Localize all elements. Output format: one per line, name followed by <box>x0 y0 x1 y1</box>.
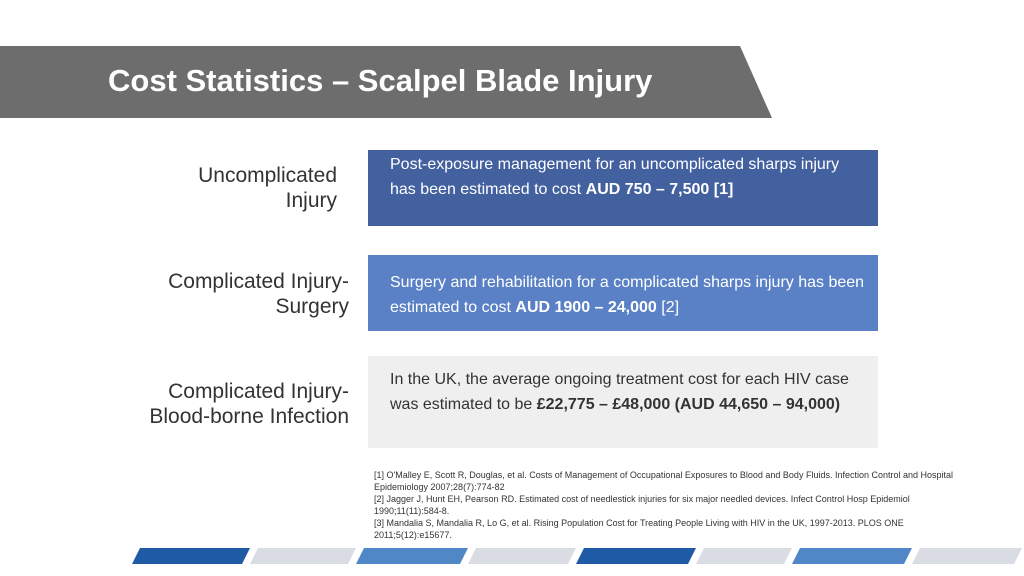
cost-amount: AUD 1900 – 24,000 <box>515 299 657 316</box>
cost-text: In the UK, the average ongoing treatment cost for each HIV case was estimated to be <box>390 371 849 413</box>
footer-segment <box>250 548 356 564</box>
footer-segment <box>912 548 1022 564</box>
footer-segment <box>468 548 576 564</box>
cost-amount: AUD 750 – 7,500 [1] <box>585 181 734 198</box>
reference-item: [2] Jagger J, Hunt EH, Pearson RD. Estimated cost of needlestick injuries for six major needled devices. Infect Control Hosp Epidemiol 1990;11(11):584-8. <box>374 494 910 516</box>
row-label-line: Surgery <box>275 295 349 318</box>
references <box>374 469 974 541</box>
reference-item: [3] Mandalia S, Mandalia R, Lo G, et al. Rising Population Cost for Treating People Living with HIV in the UK, 1997-2013. PLOS ONE 2011;5(12):e15677. <box>374 518 904 540</box>
footer-decoration <box>0 548 1024 564</box>
row-label-line: Complicated Injury- <box>168 270 349 293</box>
row-label-uncomplicated <box>140 163 337 213</box>
cost-text: Post-exposure management for an uncomplicated sharps injury has been estimated to cost <box>390 156 840 198</box>
cost-text: Surgery and rehabilitation for a complicated sharps injury has been estimated to cost <box>390 274 865 316</box>
reference-item: [1] O'Malley E, Scott R, Douglas, et al. Costs of Management of Occupational Exposures to Blood and Body Fluids. Infection Control and Hospital Epidemiology 2007;28(7):774-82 <box>374 470 954 492</box>
row-label-line: Injury <box>285 189 337 212</box>
row-label-infection <box>110 379 349 429</box>
page-title: Cost Statistics – Scalpel Blade Injury <box>108 63 653 98</box>
footer-segment <box>696 548 792 564</box>
footer-segment <box>576 548 696 564</box>
footer-segment <box>792 548 912 564</box>
cost-amount: £22,775 – £48,000 (AUD 44,650 – 94,000) <box>536 396 841 413</box>
footer-segment <box>132 548 250 564</box>
footer-segment <box>356 548 468 564</box>
cost-box-uncomplicated <box>368 150 878 226</box>
row-label-line: Uncomplicated <box>198 164 337 187</box>
cost-box-infection <box>368 356 878 448</box>
row-label-surgery <box>110 269 349 319</box>
row-label-line: Blood-borne Infection <box>149 405 349 428</box>
cost-box-surgery <box>368 255 878 331</box>
row-label-line: Complicated Injury- <box>168 380 349 403</box>
cost-ref: [2] <box>656 299 680 316</box>
